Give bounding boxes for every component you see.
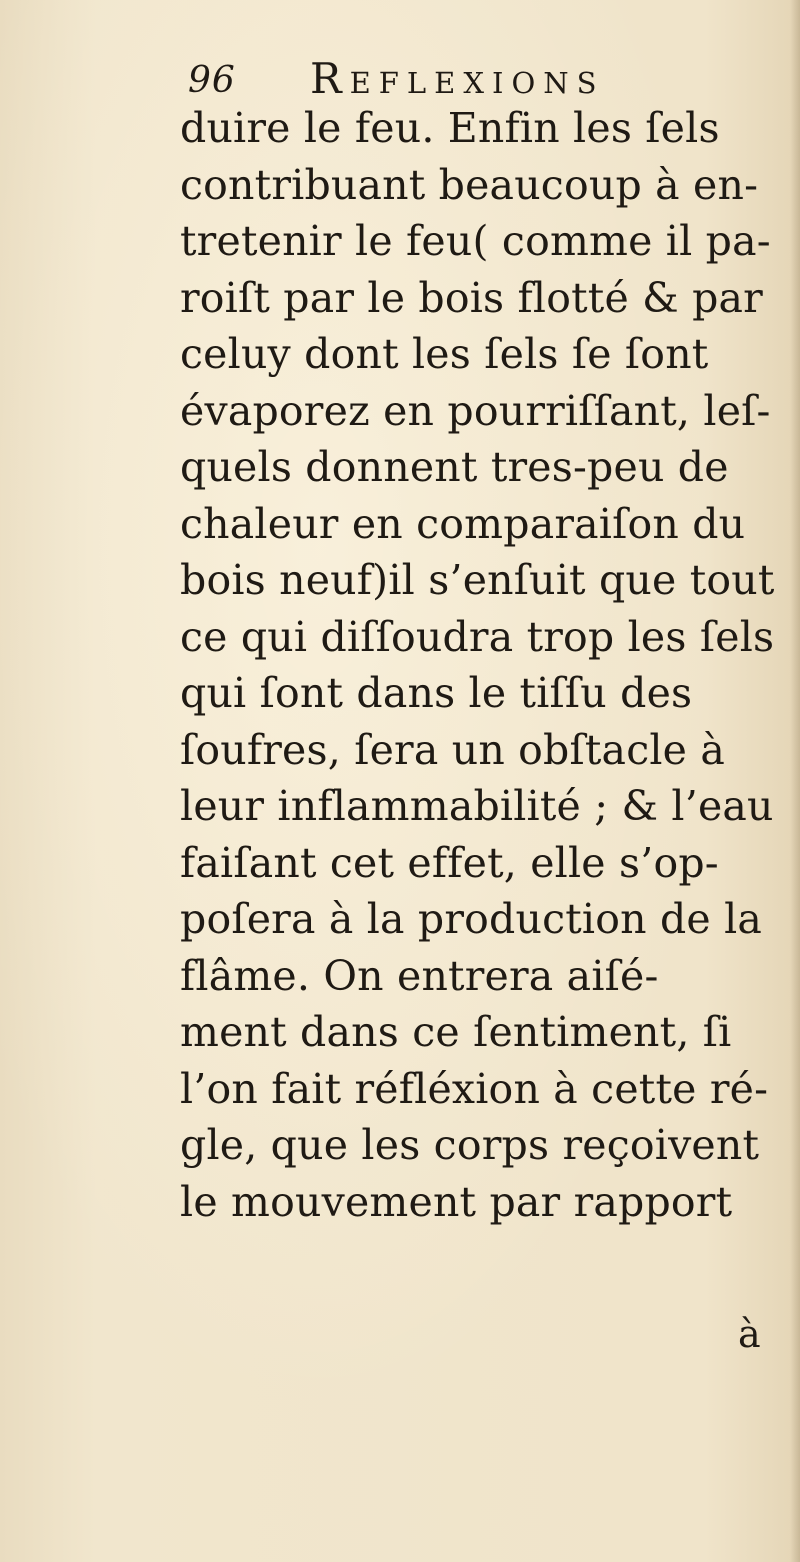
text-line: contribuant beaucoup à en- <box>180 160 759 209</box>
text-line: évaporez en pourriſſant, leſ- <box>180 386 771 435</box>
text-line: leur inflammabilité ; & l’eau <box>180 782 774 830</box>
body-text <box>180 100 780 1230</box>
page-number: 96 <box>188 60 236 101</box>
text-line: ce qui diſſoudra trop les ſels <box>180 612 775 661</box>
text-line: flâme. On entrera aiſé- <box>180 951 659 1000</box>
page-edge-shadow <box>790 0 800 1562</box>
text-line: gle, que les corps reçoivent <box>180 1121 760 1169</box>
catchword: à <box>738 1312 761 1356</box>
text-line: celuy dont les ſels ſe ſont <box>180 330 709 378</box>
text-line: ment dans ce ſentiment, ſi <box>180 1008 732 1056</box>
text-line: le mouvement par rapport <box>180 1177 733 1226</box>
text-line: roiſt par le bois flotté & par <box>180 273 763 322</box>
text-line: faiſant cet effet, elle s’op- <box>180 838 719 887</box>
text-line: quels donnent tres-peu de <box>180 443 729 491</box>
text-line: bois neuf)il s’enſuit que tout <box>180 556 775 604</box>
text-line: duire le feu. Enfin les ſels <box>180 104 720 152</box>
text-line: poſera à la production de la <box>180 895 763 943</box>
text-line: l’on fait réfléxion à cette ré- <box>180 1064 769 1113</box>
running-title: Reflexions <box>310 54 605 103</box>
text-line: chaleur en comparaiſon du <box>180 499 746 548</box>
text-line: ſoufres, ſera un obſtacle à <box>180 725 726 774</box>
text-line: tretenir le feu( comme il pa- <box>180 217 771 265</box>
text-line: qui ſont dans le tiſſu des <box>180 669 693 717</box>
